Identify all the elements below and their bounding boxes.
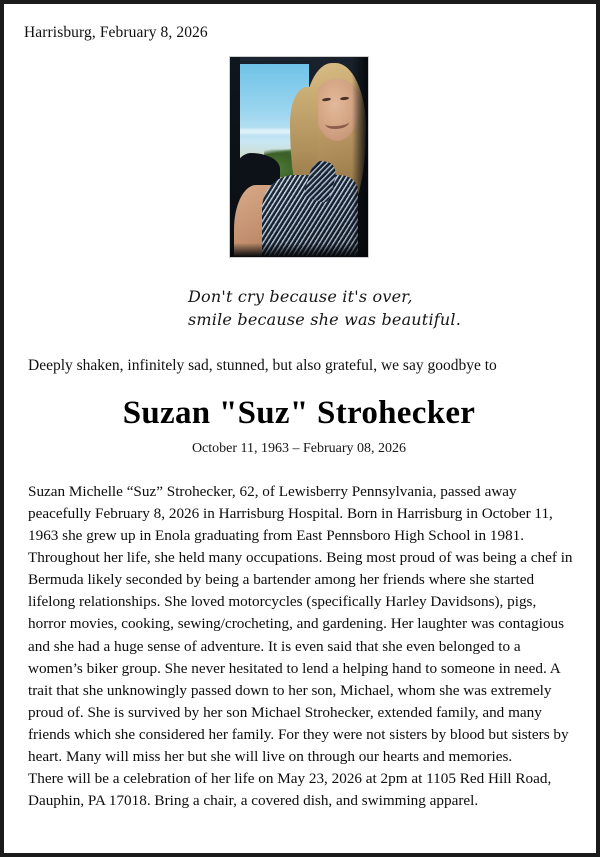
quote-line-2: smile because she was beautiful. <box>188 309 461 329</box>
life-dates: October 11, 1963 – February 08, 2026 <box>191 440 407 456</box>
photo-shadow-bottom <box>230 243 369 257</box>
obituary-body <box>28 481 574 813</box>
intro-text: Deeply shaken, infinitely sad, stunned, but also grateful, we say goodbye to <box>28 357 497 375</box>
body-paragraph-1: Suzan Michelle “Suz” Strohecker, 62, of Lewisberry Pennsylvania, passed away peacefully February 8, 2026 in Harrisburg Hospital. Born in Harrisburg in October 11, 1963 she grew up in Enola graduating from East Pennsboro High School in 1981. Throughout her life, she held many occupations. Being most proud of was being a chef in Bermuda likely seconded by being a bartender among her friends where she started lifelong relationships. She loved motorcycles (specifically Harley Davidsons), pigs, horror movies, cooking, sewing/crocheting, and gardening. Her laughter was contagious and she had a huge sense of adventure. It is even said that she even belonged to a women’s biker group. She never hesitated to lend a helping hand to someone in need. A trait that she unknowingly passed down to her son, Michael, whom she was extremely proud of. She is survived by her son Michael Strohecker, extended family, and many friends which she considered her family. For they were not sisters by blood but sisters by heart. Many will miss her but she will live on through our hearts and memories. <box>28 482 573 766</box>
body-paragraph-2: There will be a celebration of her life on May 23, 2026 at 2pm at 1105 Red Hill Road, Dauphin, PA 17018. Bring a chair, a covered dish, and swimming apparel. <box>28 770 552 810</box>
portrait-photo <box>229 56 369 258</box>
deceased-name: Suzan "Suz" Strohecker <box>122 395 476 432</box>
photo-shadow-right <box>352 57 368 258</box>
memorial-quote <box>24 286 574 331</box>
obituary-content <box>4 4 596 853</box>
quote-line-1: Don't cry because it's over, <box>188 287 413 306</box>
dateline: Harrisburg, February 8, 2026 <box>24 24 208 41</box>
photo-frame <box>229 56 369 258</box>
